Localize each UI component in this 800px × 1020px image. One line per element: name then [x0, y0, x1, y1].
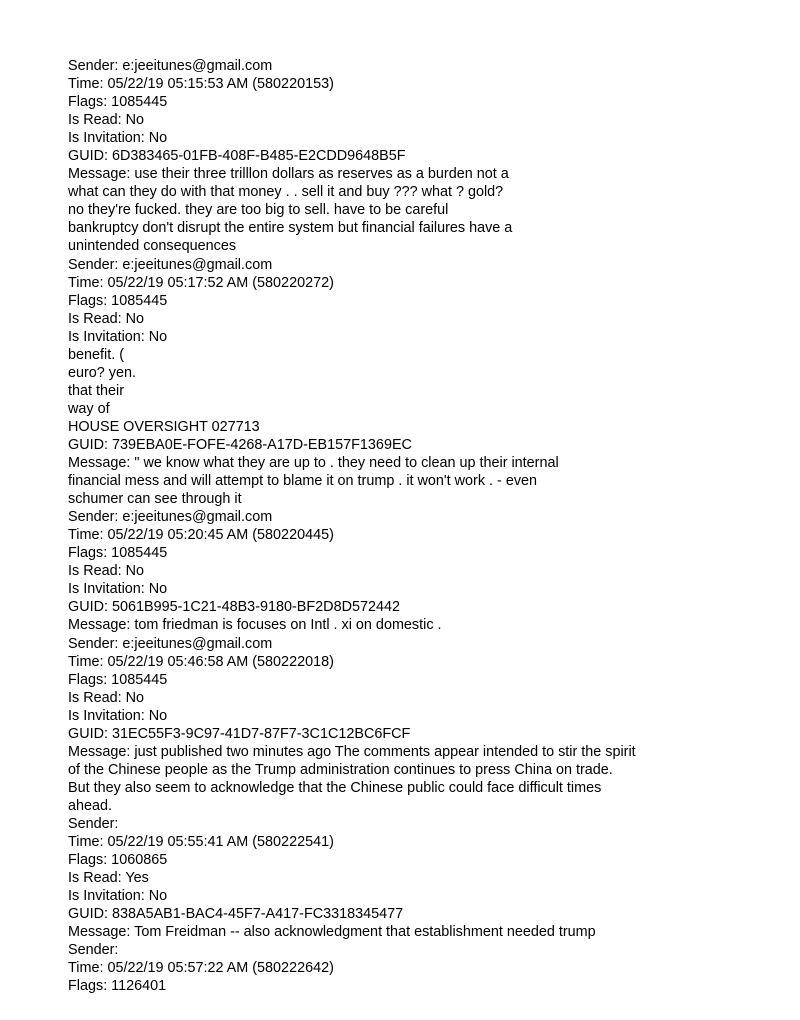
text-line: But they also seem to acknowledge that the Chinese public could face difficult times: [68, 779, 602, 796]
text-line: Sender: e:jeeitunes@gmail.com: [68, 58, 273, 74]
text-line: what can they do with that money . . sell it and buy ??? what ? gold?: [68, 184, 504, 201]
bates-stamp: HOUSE OVERSIGHT 027713: [68, 418, 260, 435]
text-line: schumer can see through it: [68, 491, 242, 508]
text-line: of the Chinese people as the Trump administration continues to press China on trade.: [68, 761, 613, 778]
text-line: GUID: 6D383465-01FB-408F-B485-E2CDD9648B5F: [68, 148, 406, 165]
text-line: GUID: 739EBA0E-FOFE-4268-A17D-EB157F1369EC: [68, 436, 412, 453]
text-line: Message: use their three trilllon dollars as reserves as a burden not a: [68, 166, 509, 183]
text-line: Is Read: No: [68, 563, 144, 580]
text-line: Is Invitation: No: [68, 581, 168, 598]
text-line: financial mess and will attempt to blame it on trump . it won't work . - even: [68, 473, 538, 490]
text-line: Time: 05/22/19 05:17:52 AM (580220272): [68, 274, 334, 291]
text-line: GUID: 31EC55F3-9C97-41D7-87F7-3C1C12BC6FCF: [68, 725, 411, 742]
text-line: Time: 05/22/19 05:20:45 AM (580220445): [68, 527, 334, 544]
text-line: Flags: 1085445: [68, 94, 168, 111]
text-line: Message: tom friedman is focuses on Intl . xi on domestic .: [68, 617, 442, 634]
text-line: Flags: 1126401: [68, 978, 167, 995]
text-line: Flags: 1085445: [68, 545, 168, 562]
text-line: Is Read: Yes: [68, 870, 149, 887]
text-line: GUID: 838A5AB1-BAC4-45F7-A417-FC3318345477: [68, 906, 404, 923]
text-line: Message: " we know what they are up to . they need to clean up their internal: [68, 455, 559, 472]
text-line: benefit. (: [68, 346, 124, 363]
text-line: Message: just published two minutes ago The comments appear intended to stir the spirit: [68, 743, 636, 760]
text-line: no they're fucked. they are too big to sell. have to be careful: [68, 202, 449, 219]
text-line: Flags: 1060865: [68, 852, 168, 869]
text-line: Time: 05/22/19 05:46:58 AM (580222018): [68, 653, 334, 670]
text-line: unintended consequences: [68, 238, 237, 255]
text-line: Is Invitation: No: [68, 888, 168, 905]
text-line: Is Invitation: No: [68, 707, 168, 724]
text-line: Is Read: No: [68, 689, 144, 706]
text-line: Is Invitation: No: [68, 130, 168, 147]
text-line: Time: 05/22/19 05:15:53 AM (580220153): [68, 76, 334, 93]
text-line: Flags: 1085445: [68, 671, 168, 688]
text-line: Is Invitation: No: [68, 328, 168, 345]
text-line: euro? yen.: [68, 364, 137, 381]
text-line: Sender: e:jeeitunes@gmail.com: [68, 509, 273, 526]
text-line: Sender:: [68, 942, 119, 959]
text-line: Time: 05/22/19 05:55:41 AM (580222541): [68, 834, 334, 851]
text-line: Sender: e:jeeitunes@gmail.com: [68, 635, 273, 652]
text-line: Is Read: No: [68, 310, 144, 327]
text-line: bankruptcy don't disrupt the entire system but financial failures have a: [68, 220, 513, 237]
text-line: Time: 05/22/19 05:57:22 AM (580222642): [68, 960, 334, 977]
text-line: Sender:: [68, 815, 119, 832]
text-line: way of: [68, 400, 110, 417]
text-line: Is Read: No: [68, 112, 144, 129]
text-line: ahead.: [68, 797, 113, 814]
text-line: GUID: 5061B995-1C21-48B3-9180-BF2D8D572442: [68, 599, 400, 616]
text-line: Flags: 1085445: [68, 292, 168, 309]
text-line: Message: Tom Freidman -- also acknowledgment that establishment needed trump: [68, 924, 596, 941]
document-body: [68, 57, 768, 995]
text-line: that their: [68, 382, 124, 399]
text-line: Sender: e:jeeitunes@gmail.com: [68, 256, 273, 273]
